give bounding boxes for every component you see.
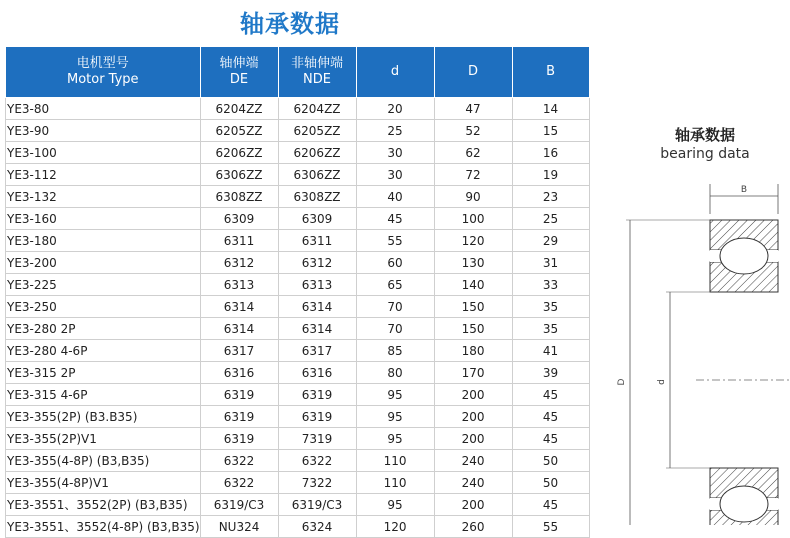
- cell-de-bearing: 6314: [200, 296, 278, 318]
- cell-nde-bearing: 6312: [278, 252, 356, 274]
- diagram-title: 轴承数据: [674, 126, 735, 144]
- cell-outer-diameter: 100: [434, 208, 512, 230]
- cell-outer-diameter: 240: [434, 472, 512, 494]
- cell-outer-diameter: 200: [434, 428, 512, 450]
- cell-width: 55: [512, 516, 589, 538]
- table-row: [6, 296, 590, 318]
- cell-de-bearing: 6204ZZ: [200, 98, 278, 120]
- cell-width: 45: [512, 406, 589, 428]
- cell-nde-bearing: 6319: [278, 406, 356, 428]
- cell-outer-diameter: 150: [434, 318, 512, 340]
- cell-outer-diameter: 260: [434, 516, 512, 538]
- table-header-row: [6, 47, 590, 98]
- cell-motor-type: YE3-3551、3552(2P) (B3,B35): [6, 494, 201, 516]
- table-row: [6, 274, 590, 296]
- cell-outer-diameter: 200: [434, 406, 512, 428]
- cell-nde-bearing: 6313: [278, 274, 356, 296]
- cell-nde-bearing: 6314: [278, 296, 356, 318]
- header-nde: [278, 47, 356, 98]
- cell-nde-bearing: 6306ZZ: [278, 164, 356, 186]
- header-motor-type-cn: 电机型号: [76, 56, 129, 71]
- cell-de-bearing: 6206ZZ: [200, 142, 278, 164]
- cell-inner-diameter: 20: [356, 98, 434, 120]
- cell-de-bearing: 6308ZZ: [200, 186, 278, 208]
- table-row: [6, 208, 590, 230]
- cell-nde-bearing: 7319: [278, 428, 356, 450]
- cell-outer-diameter: 47: [434, 98, 512, 120]
- cell-outer-diameter: 180: [434, 340, 512, 362]
- cell-nde-bearing: 6204ZZ: [278, 98, 356, 120]
- cell-inner-diameter: 85: [356, 340, 434, 362]
- cell-de-bearing: 6312: [200, 252, 278, 274]
- cell-nde-bearing: 7322: [278, 472, 356, 494]
- table-row: [6, 142, 590, 164]
- cell-motor-type: YE3-280 2P: [6, 318, 201, 340]
- cell-width: 14: [512, 98, 589, 120]
- cell-motor-type: YE3-200: [6, 252, 201, 274]
- cell-motor-type: YE3-112: [6, 164, 201, 186]
- table-row: [6, 450, 590, 472]
- bottom-ball: [720, 486, 768, 522]
- cell-de-bearing: 6319/C3: [200, 494, 278, 516]
- cell-width: 33: [512, 274, 589, 296]
- label-outer-d: D: [617, 378, 627, 386]
- cell-motor-type: YE3-80: [6, 98, 201, 120]
- cell-inner-diameter: 70: [356, 296, 434, 318]
- cell-de-bearing: 6314: [200, 318, 278, 340]
- cell-motor-type: YE3-355(2P) (B3.B35): [6, 406, 201, 428]
- cell-width: 45: [512, 428, 589, 450]
- cell-motor-type: YE3-315 2P: [6, 362, 201, 384]
- cell-inner-diameter: 45: [356, 208, 434, 230]
- cell-nde-bearing: 6316: [278, 362, 356, 384]
- table-row: [6, 318, 590, 340]
- cell-inner-diameter: 95: [356, 384, 434, 406]
- cell-motor-type: YE3-3551、3552(4-8P) (B3,B35): [6, 516, 201, 538]
- cell-outer-diameter: 150: [434, 296, 512, 318]
- cell-inner-diameter: 110: [356, 450, 434, 472]
- cell-outer-diameter: 52: [434, 120, 512, 142]
- cell-de-bearing: 6306ZZ: [200, 164, 278, 186]
- cell-motor-type: YE3-315 4-6P: [6, 384, 201, 406]
- header-nde-en: NDE: [303, 72, 331, 87]
- cell-outer-diameter: 240: [434, 450, 512, 472]
- cell-inner-diameter: 95: [356, 428, 434, 450]
- cell-de-bearing: 6311: [200, 230, 278, 252]
- cell-width: 25: [512, 208, 589, 230]
- cell-outer-diameter: 90: [434, 186, 512, 208]
- cell-de-bearing: 6319: [200, 406, 278, 428]
- bearing-data-table: [5, 46, 590, 538]
- cell-width: 15: [512, 120, 589, 142]
- cell-motor-type: YE3-100: [6, 142, 201, 164]
- cell-inner-diameter: 30: [356, 164, 434, 186]
- cell-inner-diameter: 80: [356, 362, 434, 384]
- cell-nde-bearing: 6322: [278, 450, 356, 472]
- header-inner-diameter: d: [356, 47, 434, 98]
- top-ball: [720, 238, 768, 274]
- cell-nde-bearing: 6314: [278, 318, 356, 340]
- cell-de-bearing: 6313: [200, 274, 278, 296]
- bearing-cross-section-diagram: [600, 172, 790, 525]
- cell-nde-bearing: 6319/C3: [278, 494, 356, 516]
- header-nde-cn: 非轴伸端: [291, 56, 344, 71]
- cell-nde-bearing: 6324: [278, 516, 356, 538]
- label-b: B: [740, 185, 748, 195]
- cell-outer-diameter: 130: [434, 252, 512, 274]
- cell-inner-diameter: 95: [356, 406, 434, 428]
- cell-de-bearing: 6319: [200, 428, 278, 450]
- table-row: [6, 472, 590, 494]
- cell-width: 35: [512, 296, 589, 318]
- cell-width: 45: [512, 494, 589, 516]
- cell-motor-type: YE3-250: [6, 296, 201, 318]
- cell-de-bearing: 6205ZZ: [200, 120, 278, 142]
- cell-motor-type: YE3-132: [6, 186, 201, 208]
- table-row: [6, 186, 590, 208]
- cell-width: 31: [512, 252, 589, 274]
- cell-nde-bearing: 6317: [278, 340, 356, 362]
- cell-width: 45: [512, 384, 589, 406]
- cell-motor-type: YE3-355(4-8P) (B3,B35): [6, 450, 201, 472]
- cell-de-bearing: 6316: [200, 362, 278, 384]
- header-outer-diameter: D: [434, 47, 512, 98]
- cell-nde-bearing: 6205ZZ: [278, 120, 356, 142]
- cell-width: 23: [512, 186, 589, 208]
- cell-outer-diameter: 120: [434, 230, 512, 252]
- cell-width: 50: [512, 472, 589, 494]
- table-row: [6, 406, 590, 428]
- cell-width: 16: [512, 142, 589, 164]
- table-row: [6, 362, 590, 384]
- cell-outer-diameter: 170: [434, 362, 512, 384]
- cell-inner-diameter: 40: [356, 186, 434, 208]
- cell-inner-diameter: 120: [356, 516, 434, 538]
- cell-motor-type: YE3-355(2P)V1: [6, 428, 201, 450]
- cell-motor-type: YE3-225: [6, 274, 201, 296]
- header-de: [200, 47, 278, 98]
- cell-inner-diameter: 95: [356, 494, 434, 516]
- cell-outer-diameter: 200: [434, 494, 512, 516]
- cell-nde-bearing: 6319: [278, 384, 356, 406]
- cell-motor-type: YE3-355(4-8P)V1: [6, 472, 201, 494]
- cell-outer-diameter: 72: [434, 164, 512, 186]
- cell-inner-diameter: 30: [356, 142, 434, 164]
- table-row: [6, 164, 590, 186]
- cell-width: 35: [512, 318, 589, 340]
- header-width: B: [512, 47, 589, 98]
- table-row: [6, 230, 590, 252]
- header-de-en: DE: [229, 72, 249, 87]
- cell-outer-diameter: 62: [434, 142, 512, 164]
- cell-nde-bearing: 6308ZZ: [278, 186, 356, 208]
- cell-nde-bearing: 6206ZZ: [278, 142, 356, 164]
- table-row: [6, 428, 590, 450]
- cell-motor-type: YE3-280 4-6P: [6, 340, 201, 362]
- cell-de-bearing: 6322: [200, 450, 278, 472]
- cell-inner-diameter: 60: [356, 252, 434, 274]
- diagram-subtitle: bearing data: [660, 146, 750, 162]
- table-row: [6, 384, 590, 406]
- table-row: [6, 340, 590, 362]
- cell-motor-type: YE3-90: [6, 120, 201, 142]
- header-de-cn: 轴伸端: [219, 56, 259, 71]
- cell-nde-bearing: 6311: [278, 230, 356, 252]
- cell-inner-diameter: 70: [356, 318, 434, 340]
- cell-de-bearing: 6322: [200, 472, 278, 494]
- label-inner-d: d: [657, 379, 667, 385]
- cell-width: 19: [512, 164, 589, 186]
- page-title: 轴承数据: [240, 10, 340, 38]
- cell-inner-diameter: 110: [356, 472, 434, 494]
- cell-width: 41: [512, 340, 589, 362]
- cell-outer-diameter: 200: [434, 384, 512, 406]
- cell-outer-diameter: 140: [434, 274, 512, 296]
- header-motor-type-en: Motor Type: [66, 72, 139, 87]
- cell-inner-diameter: 65: [356, 274, 434, 296]
- cell-width: 29: [512, 230, 589, 252]
- cell-width: 50: [512, 450, 589, 472]
- cell-de-bearing: 6319: [200, 384, 278, 406]
- cell-width: 39: [512, 362, 589, 384]
- cell-motor-type: YE3-160: [6, 208, 201, 230]
- table-row: [6, 516, 590, 538]
- table-row: [6, 494, 590, 516]
- table-row: [6, 98, 590, 120]
- header-motor-type: [6, 47, 201, 98]
- cell-nde-bearing: 6309: [278, 208, 356, 230]
- cell-inner-diameter: 55: [356, 230, 434, 252]
- cell-inner-diameter: 25: [356, 120, 434, 142]
- cell-de-bearing: NU324: [200, 516, 278, 538]
- cell-de-bearing: 6309: [200, 208, 278, 230]
- cell-de-bearing: 6317: [200, 340, 278, 362]
- table-row: [6, 252, 590, 274]
- table-row: [6, 120, 590, 142]
- cell-motor-type: YE3-180: [6, 230, 201, 252]
